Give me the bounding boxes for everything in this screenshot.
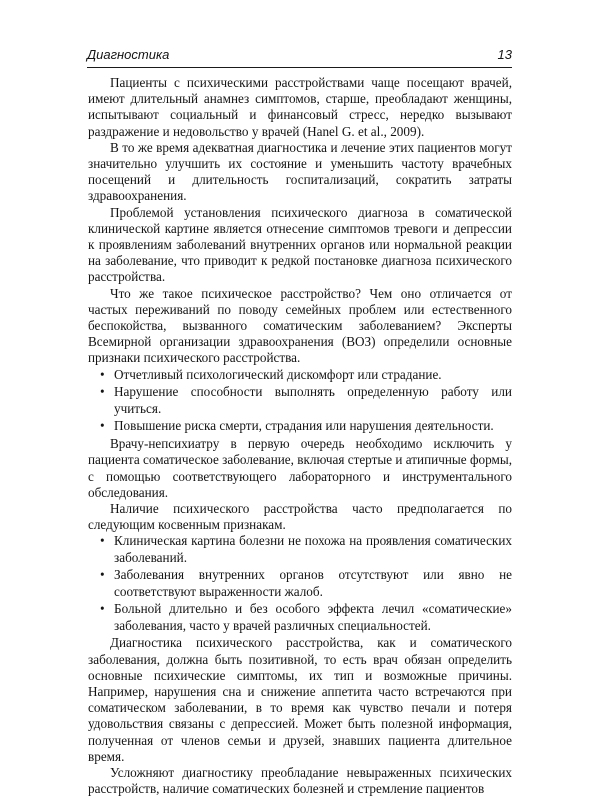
list-item: • Повышение риска смерти, страдания или нарушения деятельности. <box>94 418 512 434</box>
running-header <box>87 47 512 68</box>
list-item: • Больной длительно и без особого эффекта лечил «соматические» заболевания, часто у врачей различных специальностей. <box>94 601 512 633</box>
list-item: • Отчетливый психологический дискомфорт или страдание. <box>94 367 512 383</box>
paragraph: Врачу-непсихиатру в первую очередь необходимо исключить у пациента соматическое заболевание, включая стертые и атипичные формы, с помощью соответствующего лабораторного и инструментального обследования. <box>88 436 512 500</box>
paragraph: Пациенты с психическими расстройствами чаще посещают врачей, имеют длительный анамнез симптомов, старше, преобладают женщины, испытывают социальный и финансовый стресс, нередко вызывают раздражение и недовольство у врачей (Hanel G. et al., 2009). <box>88 75 512 139</box>
list-item: • Клиническая картина болезни не похожа на проявления соматических заболеваний. <box>94 533 512 565</box>
paragraph: Наличие психического расстройства часто предполагается по следующим косвенным признакам. <box>88 501 512 533</box>
paragraph: В то же время адекватная диагностика и лечение этих пациентов могут значительно улучшить их состояние и уменьшить частоту врачебных посещений и длительность госпитализаций, сократить затраты здравоохранения. <box>88 139 512 204</box>
list-item: • Нарушение способности выполнять определенную работу или учиться. <box>94 384 512 416</box>
paragraph: Диагностика психического расстройства, как и соматического заболевания, должна быть позитивной, то есть врач обязан определить основные психические симптомы, их тип и возможные причины. Например, нарушения сна и снижение аппетита часто встречаются при соматическом заболевании, в то время как чувство печали и потеря удовольствия связаны с депрессией. Может быть полезной информация, полученная от членов семьи и друзей, знавших пациента длительное время. <box>88 635 512 764</box>
who-signs-list <box>88 367 512 435</box>
body-text <box>88 75 512 798</box>
paragraph: Проблемой установления психического диагноза в соматической клинической картине является отнесение симптомов тревоги и депрессии к проявлениям заболеваний внутренних органов или нормальной реакции на заболевание, что приводит к редкой постановке диагноза психического расстройства. <box>88 204 512 285</box>
paragraph: Что же такое психическое расстройство? Чем оно отличается от частых переживаний по поводу семейных проблем или естественного беспокойства, вызванного соматическим заболеванием? Эксперты Всемирной организации здравоохранения (ВОЗ) определили основные признаки психического расстройства. <box>88 285 512 366</box>
paragraph: Усложняют диагностику преобладание невыраженных психических расстройств, наличие соматических болезней и стремление пациентов <box>88 765 512 797</box>
page-number: 13 <box>497 47 512 62</box>
section-title: Диагностика <box>87 47 170 62</box>
list-item: • Заболевания внутренних органов отсутствуют или явно не соответствуют выраженности жалоб. <box>94 567 512 599</box>
indirect-signs-list <box>88 533 512 633</box>
